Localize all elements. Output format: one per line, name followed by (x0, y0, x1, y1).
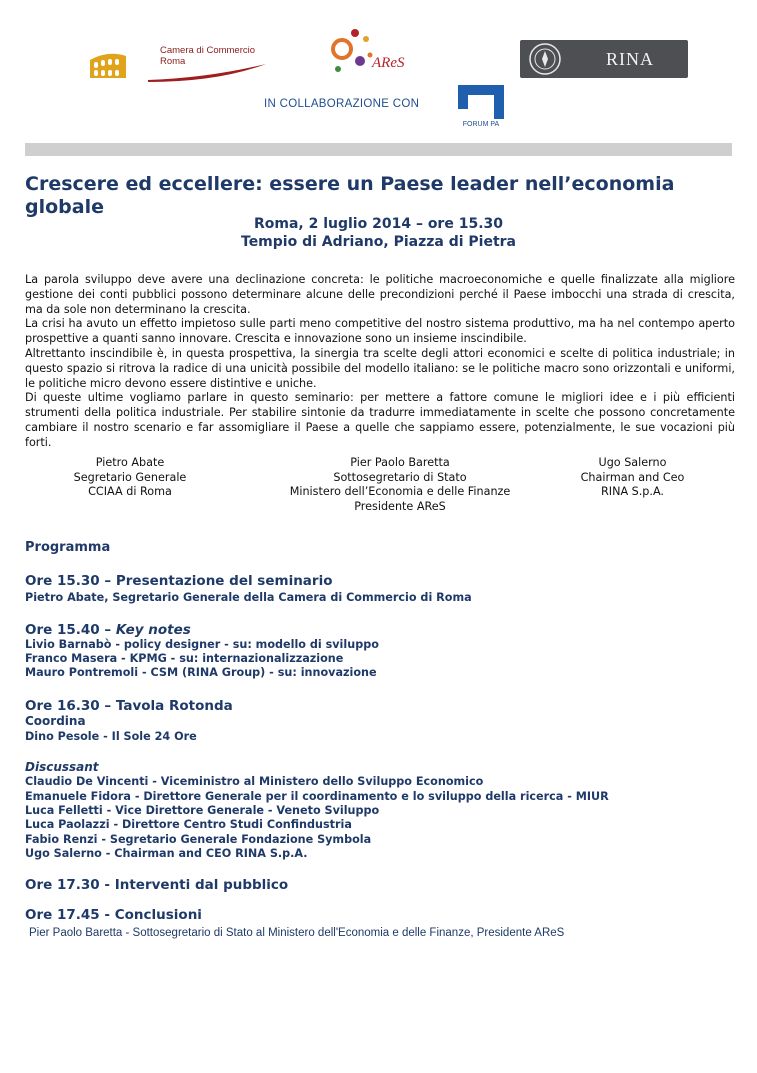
ares-logo (328, 25, 440, 87)
session-separator: - (99, 907, 115, 923)
session-separator: – (99, 622, 116, 638)
coordinator-name: Dino Pesole - Il Sole 24 Ore (25, 730, 197, 743)
keynote-speaker: Livio Barnabò - policy designer - su: modello di sviluppo (25, 638, 379, 651)
signatory-name: Ugo Salerno (598, 456, 667, 469)
forum-pa-logo-text: FORUM PA (462, 121, 500, 128)
intro-text (25, 273, 735, 451)
discussant: Luca Felletti - Vice Direttore Generale - Veneto Sviluppo (25, 804, 380, 817)
keynote-speaker: Franco Masera - KPMG - su: internazionalizzazione (25, 652, 344, 665)
signatory-org: Ministero dell’Economia e delle Finanze (289, 485, 511, 499)
signatory-role: Sottosegretario di Stato (333, 470, 467, 484)
session-separator: - (99, 877, 115, 893)
signatory-abate (40, 456, 220, 500)
forum-pa-icon (456, 83, 506, 121)
camera-di-commercio-logo (88, 40, 268, 86)
forum-pa-logo (456, 83, 506, 133)
session-time: Ore 16.30 (25, 698, 100, 714)
discussant: Luca Paolazzi - Direttore Centro Studi Confindustria (25, 818, 352, 831)
signatory-role: Segretario Generale (73, 470, 187, 484)
ares-logo-text: AReS (372, 55, 405, 71)
collaboration-label: IN COLLABORAZIONE CON (264, 98, 420, 110)
signatory-salerno (550, 456, 715, 500)
discussant: Emanuele Fidora - Direttore Generale per il coordinamento e lo sviluppo della ricerca - MIUR (25, 790, 609, 803)
session-title: Key notes (115, 622, 191, 638)
discussant: Claudio De Vincenti - Viceministro al Ministero dello Sviluppo Economico (25, 775, 484, 788)
signatory-extra: Presidente AReS (354, 499, 446, 513)
discussant: Ugo Salerno - Chairman and CEO RINA S.p.A. (25, 847, 308, 860)
camera-logo-text: Camera di Commercio Roma (160, 45, 256, 67)
intro-paragraph: La parola sviluppo deve avere una declinazione concreta: le politiche macroeconomiche e quelle finalizzate alla migliore gestione dei conti pubblici possono determinare alcune delle precondizioni perché il Paese imbocchi una strada di crescita, ma da sole non determinano la crescita. (25, 273, 735, 316)
coordinator-label: Coordina (25, 714, 86, 728)
session-1540-heading (25, 622, 191, 638)
session-time: Ore 17.45 (25, 907, 100, 923)
session-1530-detail: Pietro Abate, Segretario Generale della Camera di Commercio di Roma (25, 591, 472, 604)
signatory-baretta (250, 456, 550, 514)
rina-seal-icon (528, 42, 562, 76)
programme-heading: Programma (25, 540, 111, 555)
intro-paragraph: Altrettanto inscindibile è, in questa prospettiva, la sinergia tra scelte degli attori economici e scelte di politica industriale; in questo spazio si ritrova la radice di una unicità possibile del modello italiano: se le politiche macro sono orizzontali e uniformi, le politiche micro devono essere distintive e uniche. (25, 346, 735, 390)
session-separator: – (99, 573, 116, 589)
signatory-name: Pietro Abate (95, 456, 165, 469)
signatory-org: CCIAA di Roma (88, 485, 172, 499)
session-title: Interventi dal pubblico (114, 877, 289, 893)
session-1730-heading (25, 877, 288, 893)
rina-logo (520, 40, 688, 78)
session-time: Ore 17.30 (25, 877, 100, 893)
session-1745-heading (25, 907, 202, 923)
document-title: Crescere ed eccellere: essere un Paese leader nell’economia globale (25, 173, 675, 218)
keynote-speaker: Mauro Pontremoli - CSM (RINA Group) - su: innovazione (25, 666, 377, 679)
session-1530-heading (25, 573, 332, 589)
discussant-label: Discussant (25, 760, 99, 774)
signatory-role: Chairman and Ceo (580, 470, 685, 484)
signatory-name: Pier Paolo Baretta (350, 456, 450, 469)
colosseum-icon (88, 50, 128, 80)
intro-paragraph: La crisi ha avuto un effetto impietoso sulle parti meno competitive del nostro sistema produttivo, ma ha nel contempo aperto prospettive a quanti sanno innovare. Crescita e innovazione sono un insieme inscindibile. (25, 317, 735, 346)
session-title: Conclusioni (114, 907, 202, 923)
discussant: Fabio Renzi - Segretario Generale Fondazione Symbola (25, 833, 372, 846)
session-title: Presentazione del seminario (115, 573, 333, 589)
session-time: Ore 15.30 (25, 573, 100, 589)
session-separator: – (99, 698, 116, 714)
intro-paragraph: Di queste ultime vogliamo parlare in questo seminario: per mettere a fattore comune le migliori idee e i più efficienti strumenti della politica industriale. Per stabilire sintonie da tradurre immediatamente in scelte che possono concretamente cambiare il nostro scenario e far assomigliare il Paese a quelle che sappiamo essere, potenzialmente, le sue vocazioni più forti. (25, 391, 735, 449)
session-title: Tavola Rotonda (115, 698, 233, 714)
header-divider-bar (25, 143, 732, 156)
red-swoosh-icon (148, 64, 266, 82)
signatory-org: RINA S.p.A. (601, 485, 664, 499)
session-time: Ore 15.40 (25, 622, 100, 638)
session-1745-detail: Pier Paolo Baretta - Sottosegretario di Stato al Ministero dell'Economia e delle Finanze, Presidente AReS (29, 927, 565, 939)
rina-logo-text: RINA (606, 49, 654, 69)
event-venue: Tempio di Adriano, Piazza di Pietra (241, 234, 516, 250)
session-1630-heading (25, 698, 233, 714)
event-date: Roma, 2 luglio 2014 – ore 15.30 (253, 216, 503, 232)
